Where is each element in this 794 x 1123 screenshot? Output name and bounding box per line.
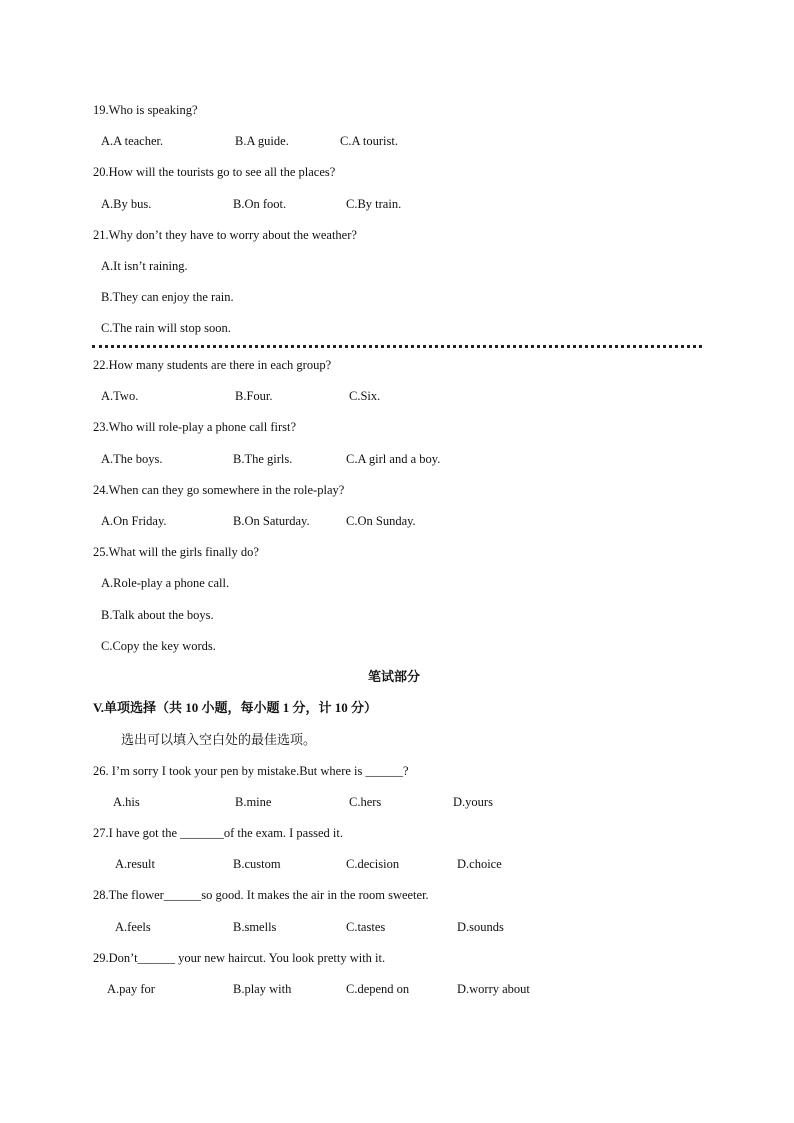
option-28-d: D.sounds bbox=[457, 920, 504, 934]
option-22-b: B.Four. bbox=[235, 389, 273, 403]
option-28-a: A.feels bbox=[115, 920, 151, 934]
question-27: 27.I have got the _______of the exam. I passed it. bbox=[93, 826, 343, 840]
option-26-a: A.his bbox=[113, 795, 140, 809]
option-19-a: A.A teacher. bbox=[101, 134, 164, 148]
option-28-c: C.tastes bbox=[346, 920, 386, 934]
option-25-c: C.Copy the key words. bbox=[101, 639, 216, 653]
option-27-d: D.choice bbox=[457, 857, 502, 871]
option-25-a: A.Role-play a phone call. bbox=[101, 576, 230, 590]
question-29: 29.Don’t______ your new haircut. You look pretty with it. bbox=[93, 951, 386, 965]
question-23: 23.Who will role-play a phone call first? bbox=[93, 420, 297, 434]
option-24-c: C.On Sunday. bbox=[346, 514, 416, 528]
question-24: 24.When can they go somewhere in the role-play? bbox=[93, 483, 345, 497]
written-part-title: 笔试部分 bbox=[368, 669, 421, 684]
section-v-instruction: 选出可以填入空白处的最佳选项。 bbox=[121, 732, 317, 747]
option-24-b: B.On Saturday. bbox=[233, 514, 310, 528]
section-v-heading: V.单项选择（共 10 小题，每小题 1 分，计 10 分） bbox=[93, 700, 377, 715]
option-19-b: B.A guide. bbox=[235, 134, 289, 148]
option-25-b: B.Talk about the boys. bbox=[101, 608, 214, 622]
option-26-b: B.mine bbox=[235, 795, 272, 809]
question-20: 20.How will the tourists go to see all the places? bbox=[93, 165, 336, 179]
question-26: 26. I’m sorry I took your pen by mistake.But where is ______? bbox=[93, 764, 409, 778]
option-29-b: B.play with bbox=[233, 982, 292, 996]
option-21-a: A.It isn’t raining. bbox=[101, 259, 188, 273]
option-26-d: D.yours bbox=[453, 795, 493, 809]
option-27-c: C.decision bbox=[346, 857, 400, 871]
option-27-a: A.result bbox=[115, 857, 155, 871]
option-20-a: A.By bus. bbox=[101, 197, 152, 211]
option-20-c: C.By train. bbox=[346, 197, 402, 211]
question-28: 28.The flower______so good. It makes the air in the room sweeter. bbox=[93, 888, 429, 902]
option-29-a: A.pay for bbox=[107, 982, 155, 996]
option-22-a: A.Two. bbox=[101, 389, 139, 403]
option-28-b: B.smells bbox=[233, 920, 277, 934]
option-29-c: C.depend on bbox=[346, 982, 410, 996]
question-25: 25.What will the girls finally do? bbox=[93, 545, 259, 559]
option-23-c: C.A girl and a boy. bbox=[346, 452, 441, 466]
option-19-c: C.A tourist. bbox=[340, 134, 398, 148]
option-24-a: A.On Friday. bbox=[101, 514, 167, 528]
question-21: 21.Why don’t they have to worry about the weather? bbox=[93, 228, 357, 242]
section-divider bbox=[92, 345, 702, 348]
option-21-b: B.They can enjoy the rain. bbox=[101, 290, 234, 304]
option-20-b: B.On foot. bbox=[233, 197, 287, 211]
option-29-d: D.worry about bbox=[457, 982, 530, 996]
question-19: 19.Who is speaking? bbox=[93, 103, 198, 117]
option-27-b: B.custom bbox=[233, 857, 281, 871]
question-22: 22.How many students are there in each group? bbox=[93, 358, 332, 372]
option-22-c: C.Six. bbox=[349, 389, 381, 403]
option-23-b: B.The girls. bbox=[233, 452, 293, 466]
option-26-c: C.hers bbox=[349, 795, 382, 809]
option-23-a: A.The boys. bbox=[101, 452, 163, 466]
option-21-c: C.The rain will stop soon. bbox=[101, 321, 231, 335]
